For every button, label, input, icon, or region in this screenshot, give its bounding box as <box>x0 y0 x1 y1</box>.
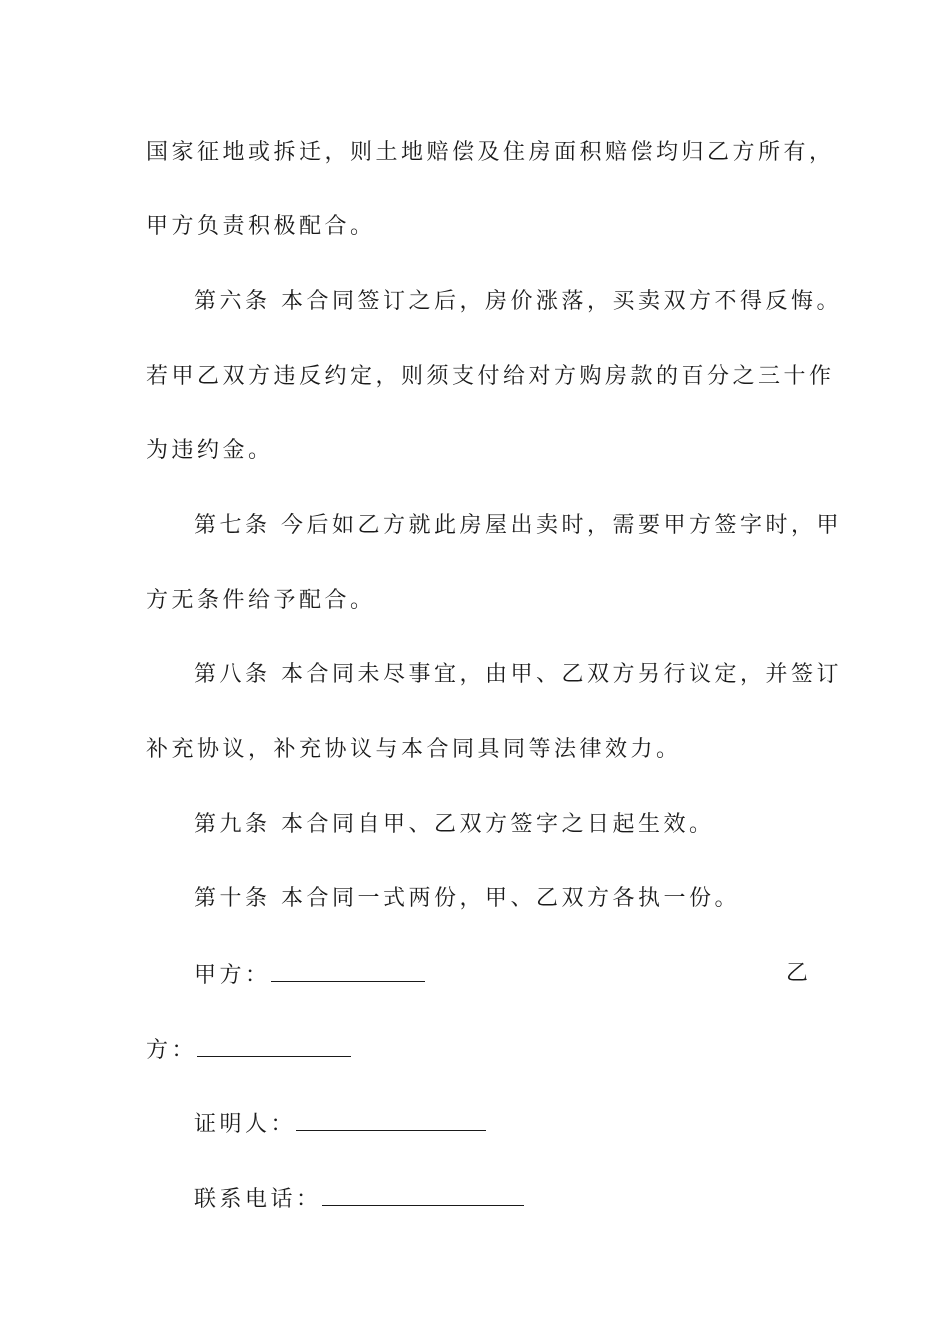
witness-blank-field[interactable] <box>296 1108 486 1131</box>
article-eight-line: 第八条 本合同未尽事宜，由甲、乙双方另行议定，并签订 <box>194 662 842 687</box>
paragraph-line: 补充协议，补充协议与本合同具同等法律效力。 <box>146 737 682 762</box>
phone-contact <box>194 1183 806 1215</box>
phone-label: 联系电话： <box>194 1187 322 1212</box>
paragraph-line: 国家征地或拆迁，则土地赔偿及住房面积赔偿均归乙方所有， <box>146 140 835 165</box>
paragraph-line: 若甲乙双方违反约定，则须支付给对方购房款的百分之三十作 <box>146 364 835 389</box>
party-a-label: 甲方： <box>194 963 271 988</box>
paragraph-line: 方无条件给予配合。 <box>146 588 376 613</box>
witness-label: 证明人： <box>194 1112 297 1137</box>
party-a-blank-field[interactable] <box>271 959 425 982</box>
party-b-label-first-char: 乙 <box>786 961 809 986</box>
witness-signature <box>194 1108 806 1140</box>
phone-blank-field[interactable] <box>322 1183 524 1206</box>
article-six-line: 第六条 本合同签订之后，房价涨落，买卖双方不得反悔。 <box>194 289 842 314</box>
paragraph-line: 为违约金。 <box>146 438 274 463</box>
article-seven-line: 第七条 今后如乙方就此房屋出卖时，需要甲方签字时，甲 <box>194 513 842 538</box>
party-b-blank-field[interactable] <box>197 1034 351 1057</box>
party-b-signature <box>146 1034 806 1066</box>
party-a-signature <box>194 959 809 991</box>
article-nine-line: 第九条 本合同自甲、乙双方签字之日起生效。 <box>194 812 715 837</box>
paragraph-line: 甲方负责积极配合。 <box>146 214 376 239</box>
article-ten-line: 第十条 本合同一式两份，甲、乙双方各执一份。 <box>194 886 740 911</box>
party-b-label: 方： <box>146 1038 198 1063</box>
